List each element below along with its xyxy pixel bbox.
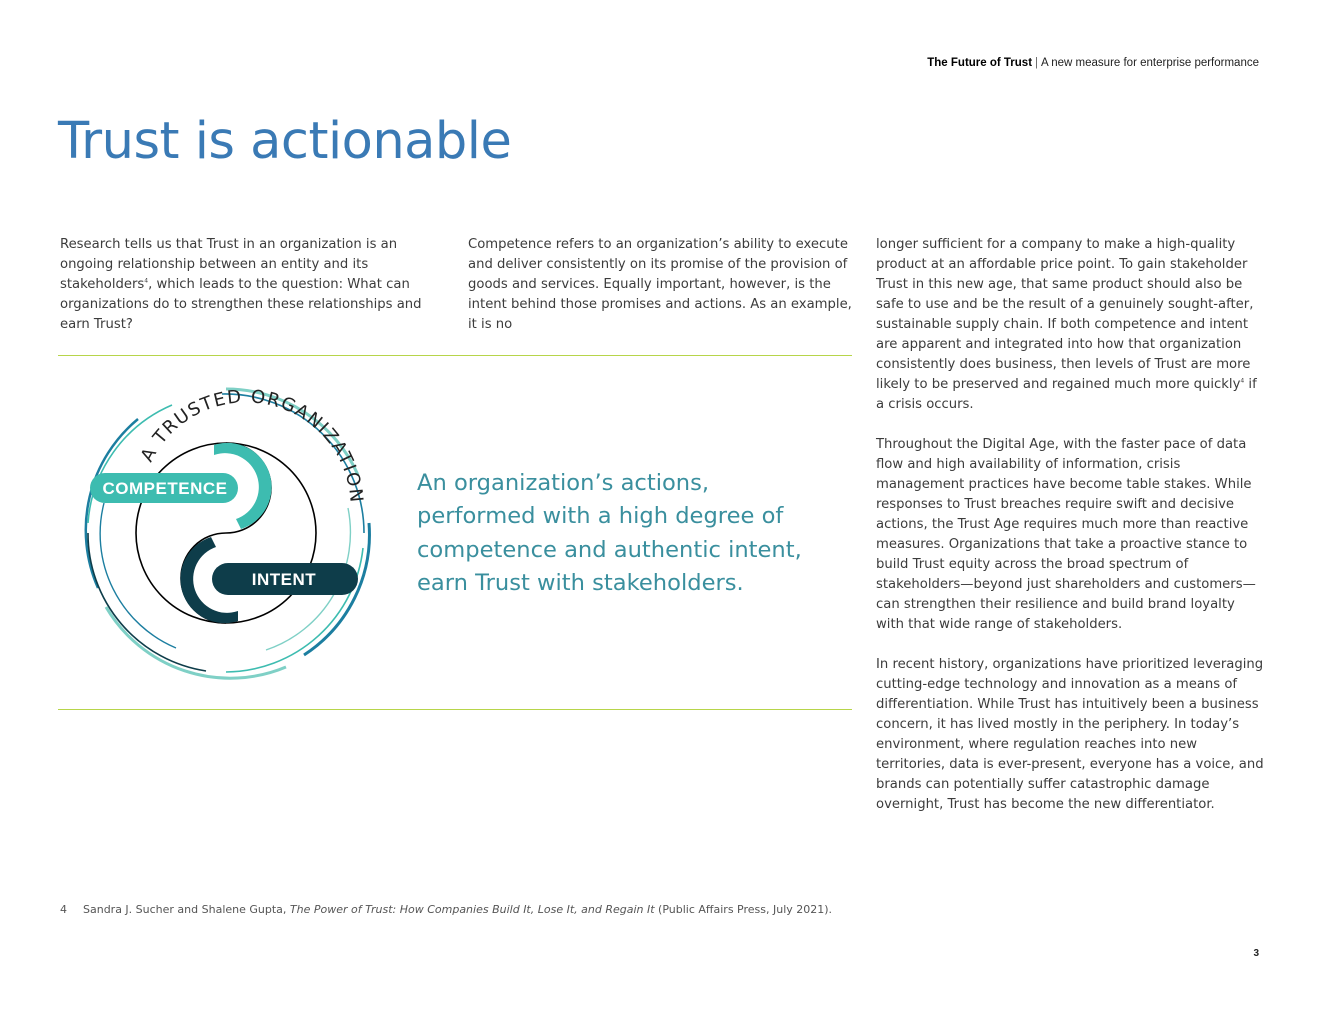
trusted-organization-diagram [76, 383, 376, 683]
pull-quote: An organization’s actions, performed with a high degree of competence and authentic intent, earn Trust with stakeholders. [417, 470, 802, 597]
column3-paragraph-3: In recent history, organizations have prioritized leveraging cutting-edge technology and innovation as a means of differentiation. While Trust has intuitively been a business concern, it has lived mostly in the periphery. In today’s environment, where regulation reaches into new territories, data is ever-present, everyone has a voice, and brands can potentially suffer catastrophic damage overnight, Trust has become the new differentiator. [876, 657, 1264, 812]
column3-text-b: if a crisis occurs. [876, 377, 1257, 412]
footnote-authors: Sandra J. Sucher and Shalene Gupta, [83, 903, 290, 916]
column2-paragraph: Competence refers to an organization’s ability to execute and deliver consistently on its promise of the provision of goods and services. Equally important, however, is the intent behind those promises and actions. As an example, it is no [468, 237, 852, 332]
competence-label [90, 473, 238, 503]
divider-top [58, 355, 852, 356]
footnote-publisher: (Public Affairs Press, July 2021). [654, 903, 833, 916]
column1-text-a: Research tells us that Trust in an organization is an ongoing relationship between an entity and its stakeholders [60, 237, 398, 292]
footnote-ref: 4 [1240, 377, 1245, 385]
header-brand: The Future of Trust [927, 57, 1033, 69]
page-title: Trust is actionable [58, 112, 512, 171]
column3-text-a: longer sufficient for a company to make a high-quality product at an affordable price point. To gain stakeholder Trust in this new age, that same product should also be safe to use and be the result of a genuinely sought-after, sustainable supply chain. If both competence and intent are apparent and integrated into how that organization consistently does business, then levels of Trust are more likely to be preserved and regained much more quickly [876, 237, 1254, 392]
intent-label [212, 563, 358, 595]
competence-text: COMPETENCE [102, 479, 228, 498]
yin-yang-symbol [136, 443, 316, 623]
divider-bottom [58, 709, 852, 710]
running-header [927, 57, 1259, 69]
header-subtitle: A new measure for enterprise performance [1041, 57, 1259, 69]
column1-paragraph [60, 235, 445, 335]
column3-paragraph-2: Throughout the Digital Age, with the faster pace of data flow and high availability of information, crisis management practices have become table stakes. While responses to Trust breaches require swift and decisive actions, the Trust Age requires much more than reactive measures. Organizations that take a proactive stance to build Trust equity across the broad spectrum of stakeholders—beyond just shareholders and customers—can strengthen their resilience and build brand loyalty with that wide range of stakeholders. [876, 437, 1256, 632]
arc-text: A TRUSTED ORGANIZATION [136, 386, 367, 505]
page-number: 3 [1253, 948, 1259, 959]
footnote-ref: 4 [144, 277, 149, 285]
header-separator: | [1035, 57, 1039, 69]
body-column-2 [468, 235, 853, 355]
body-column-1 [60, 235, 445, 355]
footnote-book-title: The Power of Trust: How Companies Build It, Lose It, and Regain It [289, 903, 655, 916]
intent-text: INTENT [251, 570, 317, 589]
column3-paragraph-1 [876, 235, 1266, 415]
body-column-3 [876, 235, 1266, 835]
column1-text-b: , which leads to the question: What can organizations do to strengthen these relationships and earn Trust? [60, 277, 422, 332]
footnote [60, 903, 832, 916]
footnote-number: 4 [60, 903, 67, 916]
